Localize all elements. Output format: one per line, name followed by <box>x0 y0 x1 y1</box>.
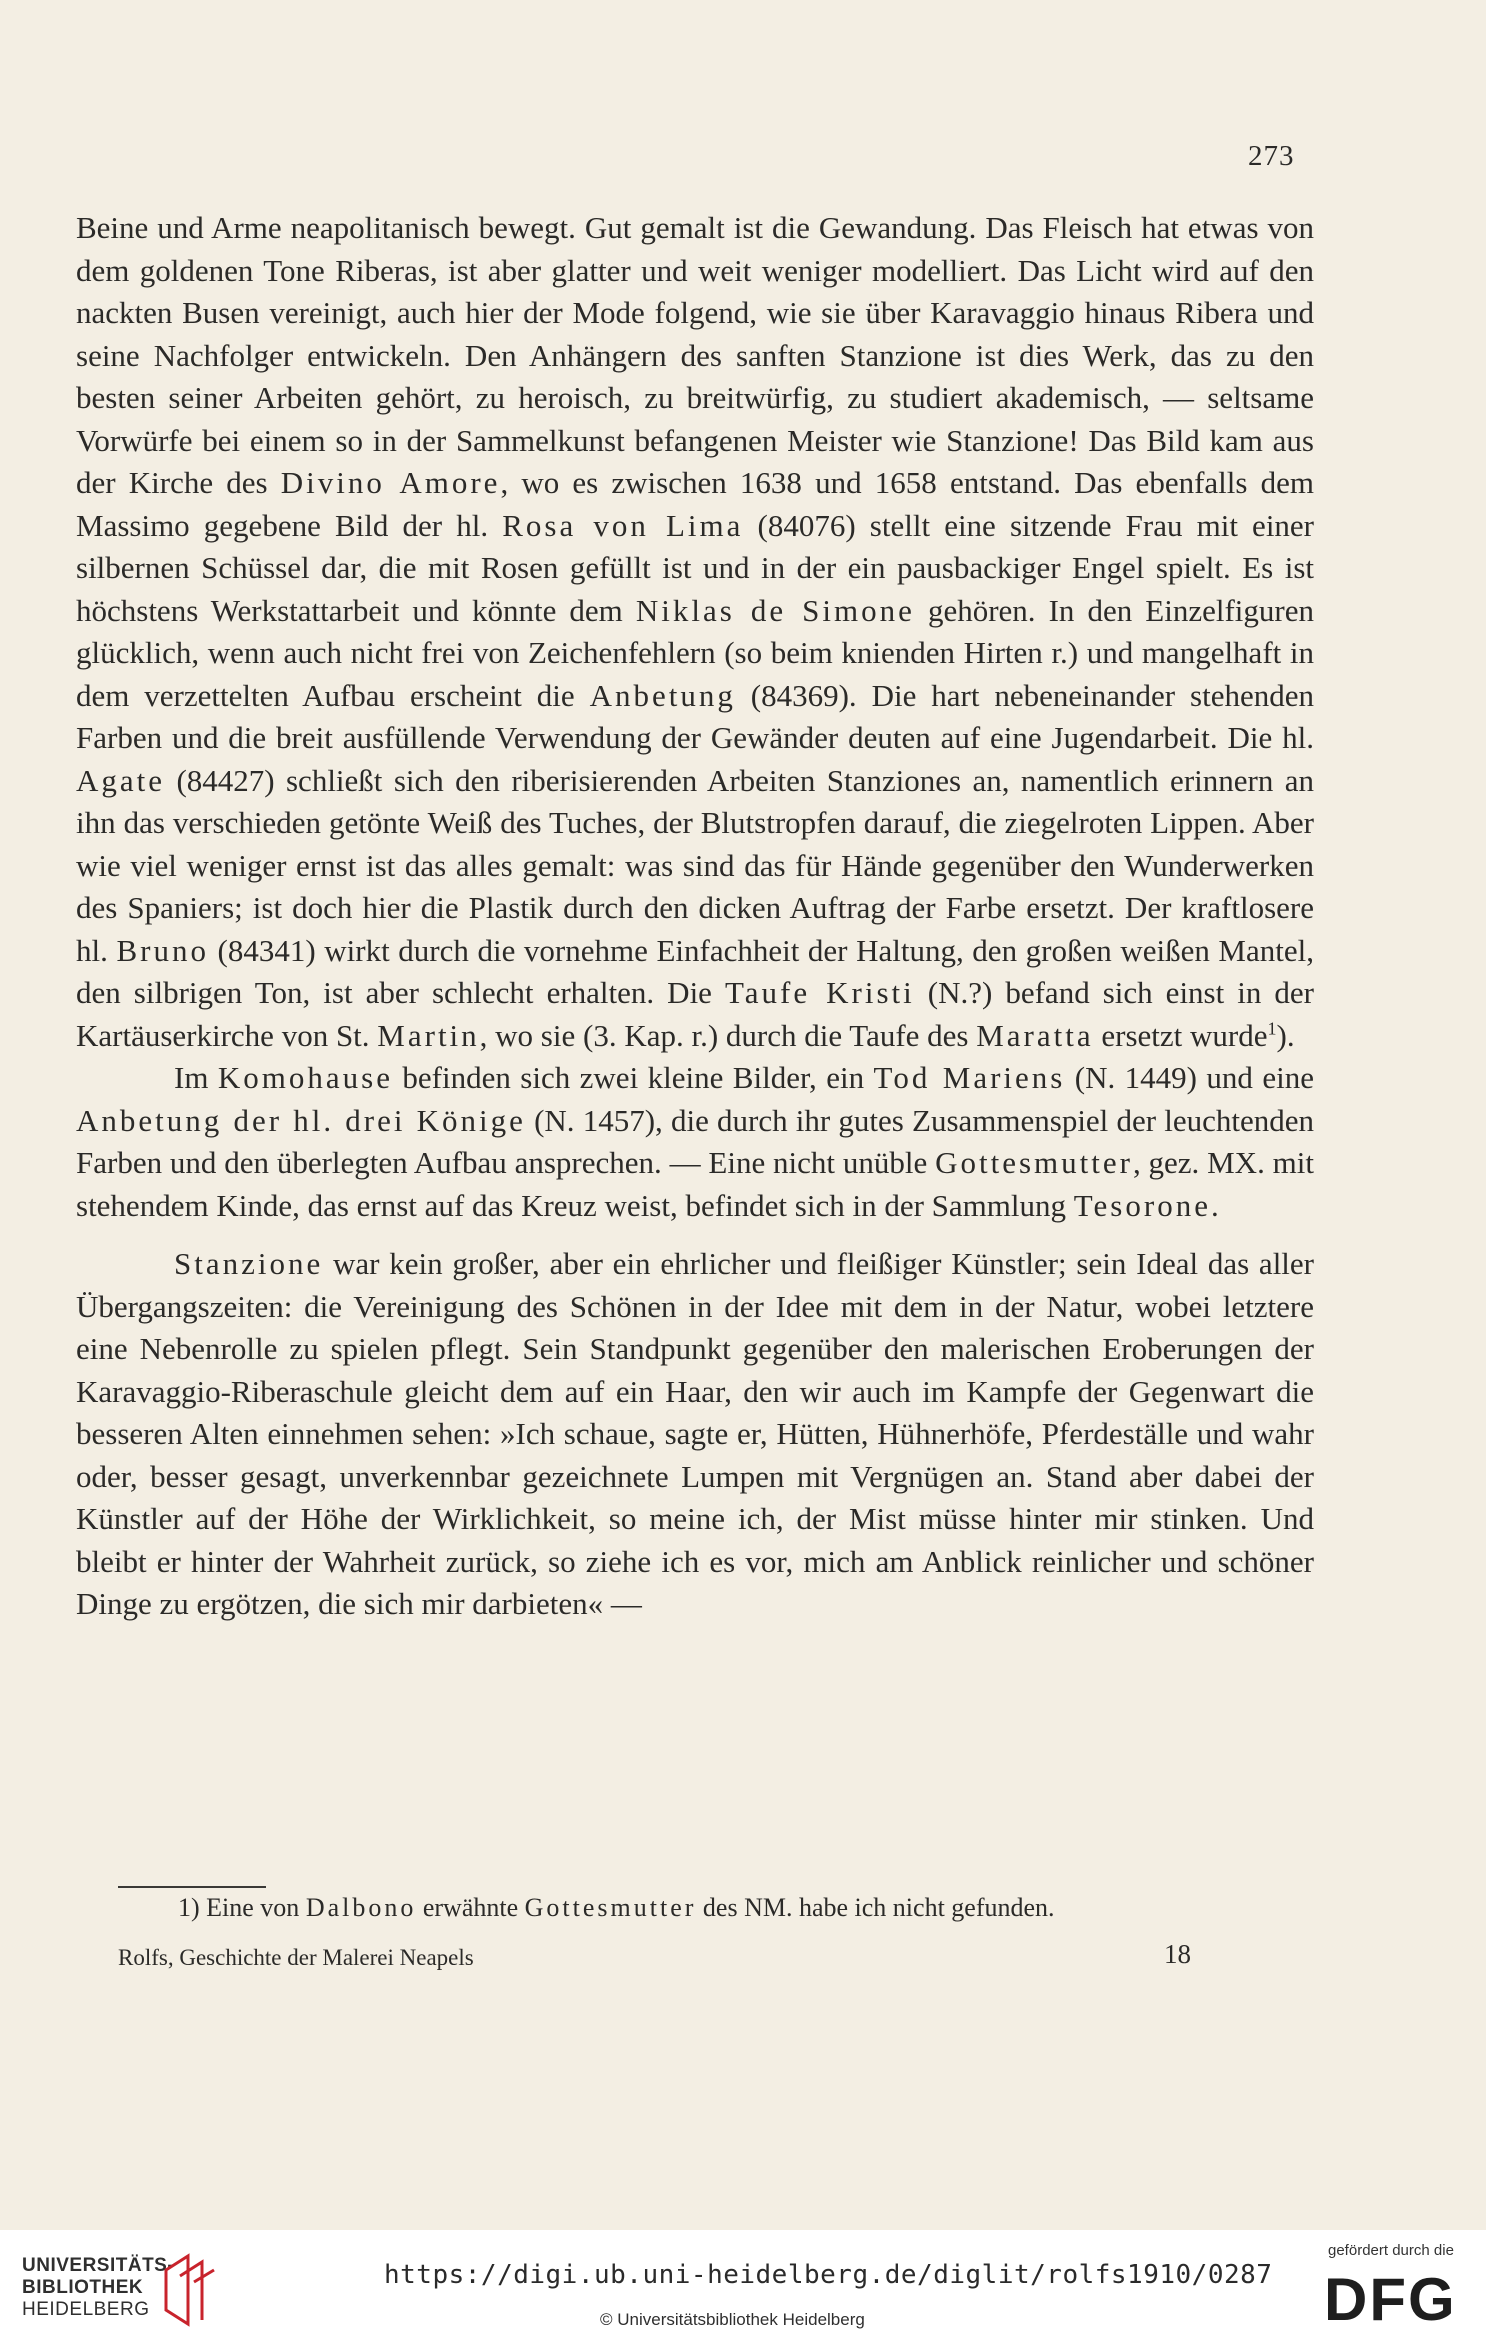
body-paragraph <box>76 1243 1314 1626</box>
signature-number: 18 <box>1164 1939 1191 1969</box>
text-segment: gehören. In den Einzelfiguren glücklich, wenn auch nicht frei von Zeichenfehlern (so beim knienden Hirten r.) und mangelhaft in dem verzettelten Aufbau erscheint die <box>76 592 1315 713</box>
text-segment: (N.?) befand sich einst in der Kartäuserkirche von St. <box>76 975 1314 1053</box>
dfg-caption: gefördert durch die <box>1328 2242 1454 2259</box>
spaced-name: Divino Amore <box>280 465 501 500</box>
footnote-name-gottesmutter: Gottesmutter <box>524 1893 697 1922</box>
footnote-text-end: des NM. habe ich nicht gefunden. <box>696 1893 1055 1922</box>
footnote-text-start: 1) Eine von <box>178 1893 306 1922</box>
spaced-name: Gottesmutter <box>935 1145 1133 1180</box>
page-number: 273 <box>1248 140 1295 172</box>
text-segment: , wo sie (3. Kap. r.) durch die Taufe des <box>479 1017 977 1053</box>
library-name <box>22 2255 174 2321</box>
text-segment: befinden sich zwei kleine Bilder, ein <box>392 1060 874 1095</box>
signature-line <box>118 1939 1238 1981</box>
spaced-name: Komohause <box>217 1060 393 1095</box>
spaced-name: Anbetung <box>589 677 736 713</box>
copyright-notice: © Universitätsbibliothek Heidelberg <box>600 2310 865 2329</box>
text-segment: Im <box>174 1060 218 1095</box>
body-paragraph <box>76 207 1314 1057</box>
spaced-name: Maratta <box>976 1017 1094 1053</box>
spaced-name: Agate <box>76 762 166 798</box>
text-segment: (84427) schließt sich den riberisierenden Arbeiten Stanziones an, namentlich erinnern an ihn das verschieden getönte Weiß des Tuches, der Blutstropfen darauf, die ziegelroten Lippen. Aber wie viel weniger ernst ist das alles gemalt: was sind das für Hände gegenüber den Wunderwerken des Spaniers; ist doch hier die Plastik durch den dicken Auftrag der Farbe ersetzt. Der kraftlosere hl. <box>76 762 1314 968</box>
library-line-2: BIBLIOTHEK <box>22 2277 144 2298</box>
spaced-name: Rosa von Lima <box>502 507 744 543</box>
permalink-url[interactable]: https://digi.ub.uni-heidelberg.de/diglit/rolfs1910/0287 <box>384 2260 1273 2290</box>
footnote <box>178 1890 1308 1926</box>
library-logo[interactable] <box>22 2250 222 2330</box>
library-line-1: UNIVERSITÄTS- <box>22 2255 175 2276</box>
spaced-name: Tod Mariens <box>873 1060 1066 1095</box>
footnote-divider <box>118 1886 266 1888</box>
text-segment: , gez. MX. mit stehendem Kinde, das ernst auf das Kreuz weist, befindet sich in der Sammlung <box>76 1145 1314 1223</box>
text-segment: , wo es zwischen 1638 und 1658 entstand. Das ebenfalls dem Massimo gegebene Bild der hl. <box>76 465 1314 543</box>
text-segment: (N. 1449) und eine <box>1065 1060 1314 1095</box>
spaced-name: Taufe Kristi <box>724 975 915 1010</box>
dfg-logo-text: DFG <box>1324 2266 1457 2328</box>
text-segment: Beine und Arme neapolitanisch bewegt. Gut gemalt ist die Gewandung. Das Fleisch hat etwas von dem goldenen Tone Riberas, ist aber glatter und weit weniger modelliert. Das Licht wird auf den nackten Busen vereinigt, auch hier der Mode folgend, wie sie über Karavaggio hinaus Ribera und seine Nachfolger entwickeln. Den Anhängern des sanften Stanzione ist dies Werk, das zu den besten seiner Arbeiten gehört, zu heroisch, zu breitwürfig, zu studiert akademisch, — seltsame Vorwürfe bei einem so in der Sammelkunst befangenen Meister wie Stanzione! Das Bild kam aus der Kirche des <box>76 210 1314 500</box>
signature-title: Rolfs, Geschichte der Malerei Neapels <box>118 1945 474 1970</box>
spaced-name: Niklas de Simone <box>635 592 915 628</box>
spaced-name: Bruno <box>116 932 209 968</box>
library-line-3: HEIDELBERG <box>22 2299 150 2320</box>
spaced-name: Martin <box>377 1017 480 1053</box>
footer-bar <box>0 2230 1486 2344</box>
footnote-text-middle: erwähnte <box>416 1893 525 1922</box>
spaced-name: Stanzione <box>174 1246 324 1281</box>
text-segment: (84076) stellt eine sitzende Frau mit einer silbernen Schüssel dar, die mit Rosen gefüllt ist und in der ein pausbackiger Engel spielt. Es ist höchstens Werkstattarbeit und könnte dem <box>76 507 1315 628</box>
spaced-name: Tesorone <box>1073 1187 1211 1223</box>
body-paragraph <box>76 1057 1314 1227</box>
text-segment: . <box>1210 1187 1219 1223</box>
text-segment: war kein großer, aber ein ehrlicher und fleißiger Künstler; sein Ideal das aller Übergangszeiten: die Vereinigung des Schönen in der Idee mit dem in der Natur, wobei letztere eine Nebenrolle zu spielen pflegt. Sein Standpunkt gegenüber den malerischen Eroberungen der Karavaggio-Riberaschule gleicht dem auf ein Haar, den wir auch im Kampfe der Gegenwart die besseren Alten einnehmen sehen: »Ich schaue, sagte er, Hütten, Hühnerhöfe, Pferdeställe und wahr oder, besser gesagt, unverkennbar gezeichnete Lumpen mit Vergnügen an. Stand aber dabei der Künstler auf der Höhe der Wirklichkeit, so meine ich, der Mist müsse hinter mir stinken. Und bleibt er hinter der Wahrheit zurück, so ziehe ich es vor, mich am Anblick reinlicher und schöner Dinge zu ergötzen, die sich mir darbieten« — <box>76 1246 1314 1621</box>
library-emblem-icon <box>158 2250 218 2330</box>
text-segment: (84341) wirkt durch die vornehme Einfachheit der Haltung, den großen weißen Mantel, den silbrigen Ton, ist aber schlecht erhalten. Die <box>76 932 1314 1010</box>
footnote-reference: 1 <box>1267 1018 1277 1039</box>
footnote-name-dalbono: Dalbono <box>305 1893 417 1922</box>
text-segment: (N. 1457), die durch ihr gutes Zusammenspiel der leuchtenden Farben und den überlegten Aufbau ansprechen. — Eine nicht unüble <box>76 1102 1315 1180</box>
dfg-logo-icon[interactable] <box>1322 2266 1464 2328</box>
body-text <box>76 207 1314 1626</box>
text-segment: ). <box>1276 1017 1295 1053</box>
spaced-name: Anbetung der hl. drei Könige <box>76 1102 526 1138</box>
text-segment: (84369). Die hart nebeneinander stehenden Farben und die breit ausfüllende Verwendung der Gewänder deuten auf eine Jugendarbeit. Die hl. <box>76 677 1314 755</box>
text-segment: ersetzt wurde <box>1093 1017 1268 1053</box>
